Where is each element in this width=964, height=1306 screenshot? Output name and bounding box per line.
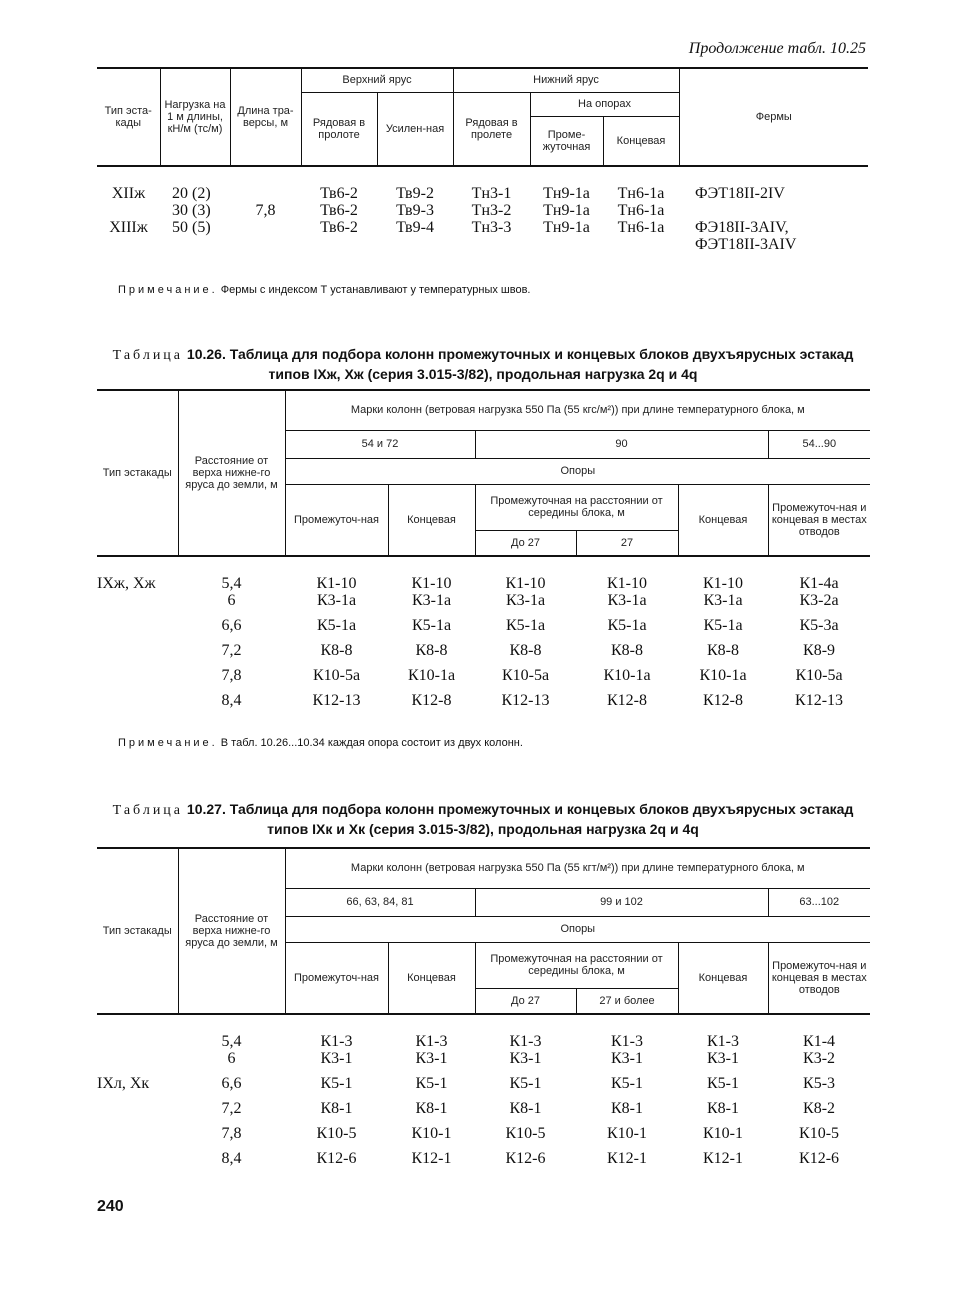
header-lower: Нижний ярус bbox=[453, 68, 679, 92]
header-upper-row: Рядовая в пролоте bbox=[301, 92, 377, 166]
table-caption: Таблица 10.27. Таблица для подбора колонн промежуточных и концевых блоков двухъярусных эстакад типов IXк и Xк (серия 3.015-3/82), продольная нагрузка 2q и 4q bbox=[112, 801, 854, 837]
distance-cell: 7,2 bbox=[221, 1100, 242, 1117]
column-mark-cell: К10-5а bbox=[795, 667, 843, 684]
column-mark-cell: К5-1 bbox=[509, 1075, 542, 1092]
header-supports: Опоры bbox=[285, 458, 870, 484]
column-mark-cell: К5-1 bbox=[707, 1075, 739, 1092]
column-mark-cell: К10-1а bbox=[699, 667, 747, 684]
header-intermediate: Промежуточ-ная bbox=[285, 942, 388, 1014]
header-branches: Промежуточ-ная и концевая в местах отводов bbox=[768, 942, 870, 1014]
header-end: Концевая bbox=[388, 484, 475, 556]
distance-cell: 6,6 bbox=[221, 1075, 242, 1092]
column-mark-cell: К3-1а bbox=[505, 592, 546, 609]
column-mark-cell: К1-4 bbox=[803, 1033, 836, 1050]
column-mark-cell: К12-6 bbox=[316, 1150, 357, 1167]
distance-cell: 7,2 bbox=[221, 642, 242, 659]
column-mark-cell: К5-1а bbox=[505, 617, 546, 634]
column-mark-cell: К1-10 bbox=[505, 575, 546, 592]
table-cell: Тн9-1а bbox=[543, 219, 590, 236]
type-cell bbox=[97, 617, 178, 642]
table-cell: Тв9-2 Тв9-3 bbox=[396, 185, 434, 219]
header-intermediate-distance: Промежуточная на расстоянии от середины блока, м bbox=[475, 484, 678, 530]
table-10-26 bbox=[97, 389, 870, 717]
header-up-to-27: До 27 bbox=[475, 988, 576, 1014]
table-row bbox=[97, 166, 868, 219]
header-lower-row: Рядовая в пролете bbox=[453, 92, 530, 166]
table-row bbox=[97, 1014, 870, 1050]
type-cell bbox=[97, 1100, 178, 1125]
page-number: 240 bbox=[97, 1198, 124, 1215]
note: Примечание. Фермы с индексом Т устанавливают у температурных швов. bbox=[118, 284, 531, 296]
table-cell: Тн9-1а Тн9-1а bbox=[543, 185, 590, 219]
header-upper: Верхний ярус bbox=[301, 68, 453, 92]
column-mark-cell: К8-8 bbox=[415, 642, 448, 659]
header-trusses: Фермы bbox=[679, 68, 868, 166]
table-cell: 20 (2) 30 (3) bbox=[172, 185, 211, 219]
type-cell bbox=[97, 1150, 178, 1175]
type-cell bbox=[97, 1050, 178, 1075]
header-up-to-27: До 27 bbox=[475, 530, 576, 556]
type-cell: IXл, Xк bbox=[97, 1075, 150, 1092]
table-row bbox=[97, 1125, 870, 1150]
header-length: Длина тра-версы, м bbox=[230, 68, 301, 166]
column-mark-cell: К5-1а bbox=[703, 617, 743, 634]
header-type: Тип эста-кады bbox=[104, 105, 152, 129]
column-mark-cell: К8-8 bbox=[509, 642, 542, 659]
table-row bbox=[97, 692, 870, 717]
column-mark-cell: К3-1а bbox=[607, 592, 647, 609]
header-group-2: 90 bbox=[475, 430, 768, 458]
column-mark-cell: К5-1а bbox=[316, 617, 357, 634]
column-mark-cell: К1-3 bbox=[415, 1033, 448, 1050]
header-marks: Марки колонн (ветровая нагрузка 550 Па (55 кгс/м²)) при длине температурного блока, м bbox=[285, 390, 870, 430]
header-end-2: Концевая bbox=[678, 484, 768, 556]
column-mark-cell: К12-6 bbox=[799, 1150, 840, 1167]
column-mark-cell: К12-1 bbox=[703, 1150, 743, 1167]
distance-cell: 6,6 bbox=[221, 617, 242, 634]
column-mark-cell: К3-1 bbox=[611, 1050, 643, 1067]
type-cell bbox=[97, 667, 178, 692]
distance-cell: 8,4 bbox=[221, 1150, 242, 1167]
column-mark-cell: К3-1 bbox=[320, 1050, 353, 1067]
column-mark-cell: К8-9 bbox=[803, 642, 836, 659]
header-intermediate: Проме-жуточная bbox=[530, 116, 603, 166]
table-body bbox=[97, 1014, 870, 1175]
column-mark-cell: К3-1а bbox=[703, 592, 743, 609]
table-cell: XIIж bbox=[111, 185, 146, 202]
header-distance: Расстояние от верха нижне-го яруса до земли, м bbox=[178, 848, 285, 1014]
type-cell: IXж, Xж bbox=[97, 575, 156, 592]
type-cell bbox=[97, 642, 178, 667]
column-mark-cell: К10-5 bbox=[316, 1125, 357, 1142]
header-load: Нагрузка на 1 м длины, кН/м (тс/м) bbox=[160, 68, 230, 166]
header-upper-strong: Усилен-ная bbox=[377, 92, 453, 166]
header-group-2: 99 и 102 bbox=[475, 888, 768, 916]
table-row bbox=[97, 617, 870, 642]
column-mark-cell: К3-2 bbox=[803, 1050, 836, 1067]
header-supports: Опоры bbox=[285, 916, 870, 942]
header-marks: Марки колонн (ветровая нагрузка 550 Па (55 кгт/м²)) при длине температурного блока, м bbox=[285, 848, 870, 888]
column-mark-cell: К3-1а bbox=[411, 592, 452, 609]
distance-cell: 5,4 bbox=[221, 575, 242, 592]
column-mark-cell: К3-1 bbox=[707, 1050, 739, 1067]
column-mark-cell: К5-3а bbox=[799, 617, 839, 634]
table-row bbox=[97, 219, 868, 265]
table-body bbox=[97, 556, 870, 717]
column-mark-cell: К1-10 bbox=[703, 575, 743, 592]
column-mark-cell: К10-1 bbox=[703, 1125, 743, 1142]
table-caption: Таблица 10.26. Таблица для подбора колонн промежуточных и концевых блоков двухъярусных эстакад типов IXж, Xж (серия 3.015-3/82), продольная нагрузка 2q и 4q bbox=[112, 346, 854, 382]
type-cell bbox=[97, 1014, 178, 1050]
column-mark-cell: К12-8 bbox=[607, 692, 647, 709]
column-mark-cell: К12-1 bbox=[411, 1150, 452, 1167]
table-cell: Тв9-4 bbox=[396, 219, 434, 236]
table-row bbox=[97, 1050, 870, 1075]
column-mark-cell: К12-13 bbox=[501, 692, 550, 709]
table-cell: XIIIж bbox=[109, 219, 148, 236]
table-body bbox=[97, 166, 868, 265]
type-cell bbox=[97, 1125, 178, 1150]
table-cell: Тн3-3 bbox=[471, 219, 512, 236]
note: Примечание. В табл. 10.26...10.34 каждая опора состоит из двух колонн. bbox=[118, 737, 523, 749]
header-branches: Промежуточ-ная и концевая в местах отводов bbox=[768, 484, 870, 556]
table-cell: Тв6-2 bbox=[320, 219, 358, 236]
column-mark-cell: К10-1а bbox=[603, 667, 651, 684]
column-mark-cell: К5-1а bbox=[411, 617, 452, 634]
table-row bbox=[97, 667, 870, 692]
header-distance: Расстояние от верха нижне-го яруса до земли, м bbox=[178, 390, 285, 556]
table-cell: ФЭ18II-3AIV, ФЭТ18II-3AIV bbox=[695, 219, 797, 253]
header-group-1: 66, 63, 84, 81 bbox=[285, 888, 475, 916]
header-type: Тип эстакады bbox=[102, 467, 172, 479]
column-mark-cell: К8-1 bbox=[707, 1100, 739, 1117]
distance-cell: 6 bbox=[227, 1050, 236, 1067]
header-group-3: 63...102 bbox=[768, 888, 870, 916]
column-mark-cell: К8-1 bbox=[611, 1100, 643, 1117]
table-row bbox=[97, 1150, 870, 1175]
column-mark-cell: К10-1а bbox=[407, 667, 456, 684]
header-group-3: 54...90 bbox=[768, 430, 870, 458]
column-mark-cell: К12-8 bbox=[703, 692, 743, 709]
header-on-supports: На опорах bbox=[530, 92, 679, 116]
column-mark-cell: К3-1а bbox=[316, 592, 357, 609]
table-cell: Тв6-2 Тв6-2 bbox=[320, 185, 358, 219]
table-row bbox=[97, 1100, 870, 1125]
table-cell: Тн3-1 Тн3-2 bbox=[471, 185, 512, 219]
distance-cell: 8,4 bbox=[221, 692, 242, 709]
table-10-27 bbox=[97, 847, 870, 1175]
column-mark-cell: К1-3 bbox=[611, 1033, 643, 1050]
table-row bbox=[97, 556, 870, 592]
header-end: Концевая bbox=[388, 942, 475, 1014]
distance-cell: 7,8 bbox=[221, 1125, 242, 1142]
column-mark-cell: К1-3 bbox=[320, 1033, 353, 1050]
column-mark-cell: К3-1 bbox=[415, 1050, 448, 1067]
column-mark-cell: К12-8 bbox=[411, 692, 452, 709]
column-mark-cell: К3-1 bbox=[509, 1050, 542, 1067]
column-mark-cell: К12-13 bbox=[795, 692, 844, 709]
column-mark-cell: К8-1 bbox=[320, 1100, 353, 1117]
column-mark-cell: К8-8 bbox=[611, 642, 643, 659]
column-mark-cell: К10-1 bbox=[607, 1125, 647, 1142]
column-mark-cell: К5-1 bbox=[611, 1075, 643, 1092]
column-mark-cell: К10-5а bbox=[501, 667, 550, 684]
table-cell: 7,8 bbox=[255, 202, 276, 219]
column-mark-cell: К10-5 bbox=[505, 1125, 546, 1142]
header-end-2: Концевая bbox=[678, 942, 768, 1014]
distance-cell: 6 bbox=[227, 592, 236, 609]
table-cell: 50 (5) bbox=[172, 219, 211, 236]
distance-cell: 7,8 bbox=[221, 667, 242, 684]
column-mark-cell: К8-1 bbox=[509, 1100, 542, 1117]
header-27: 27 и более bbox=[576, 988, 678, 1014]
column-mark-cell: К10-5 bbox=[799, 1125, 840, 1142]
column-mark-cell: К1-4а bbox=[799, 575, 839, 592]
column-mark-cell: К5-1 bbox=[415, 1075, 448, 1092]
column-mark-cell: К5-1а bbox=[607, 617, 647, 634]
column-mark-cell: К12-1 bbox=[607, 1150, 647, 1167]
header-end: Концевая bbox=[603, 116, 679, 166]
table-cell: ФЭТ18II-2IV bbox=[695, 185, 785, 202]
header-group-1: 54 и 72 bbox=[285, 430, 475, 458]
column-mark-cell: К5-1 bbox=[320, 1075, 353, 1092]
column-mark-cell: К8-2 bbox=[803, 1100, 836, 1117]
header-27: 27 bbox=[576, 530, 678, 556]
continuation-label: Продолжение табл. 10.25 bbox=[688, 40, 866, 57]
table-cell: Тн6-1а bbox=[617, 219, 665, 236]
header-intermediate: Промежуточ-ная bbox=[285, 484, 388, 556]
column-mark-cell: К1-3 bbox=[707, 1033, 739, 1050]
type-cell bbox=[97, 592, 178, 617]
table-row bbox=[97, 1075, 870, 1100]
distance-cell: 5,4 bbox=[221, 1033, 242, 1050]
table-cell: Тн6-1а Тн6-1а bbox=[617, 185, 665, 219]
table-10-25-continuation bbox=[97, 67, 868, 265]
table-row bbox=[97, 592, 870, 617]
header-intermediate-distance: Промежуточная на расстоянии от середины блока, м bbox=[475, 942, 678, 988]
column-mark-cell: К5-3 bbox=[803, 1075, 836, 1092]
column-mark-cell: К8-8 bbox=[707, 642, 739, 659]
column-mark-cell: К1-10 bbox=[607, 575, 647, 592]
column-mark-cell: К1-10 bbox=[411, 575, 452, 592]
column-mark-cell: К12-6 bbox=[505, 1150, 546, 1167]
column-mark-cell: К8-8 bbox=[320, 642, 353, 659]
column-mark-cell: К10-5а bbox=[312, 667, 361, 684]
column-mark-cell: К8-1 bbox=[415, 1100, 448, 1117]
header-type: Тип эстакады bbox=[102, 925, 172, 937]
table-row bbox=[97, 642, 870, 667]
column-mark-cell: К1-10 bbox=[316, 575, 357, 592]
table-cell bbox=[230, 219, 301, 265]
column-mark-cell: К1-3 bbox=[509, 1033, 542, 1050]
column-mark-cell: К12-13 bbox=[312, 692, 361, 709]
column-mark-cell: К3-2а bbox=[799, 592, 839, 609]
type-cell bbox=[97, 692, 178, 717]
column-mark-cell: К10-1 bbox=[411, 1125, 452, 1142]
